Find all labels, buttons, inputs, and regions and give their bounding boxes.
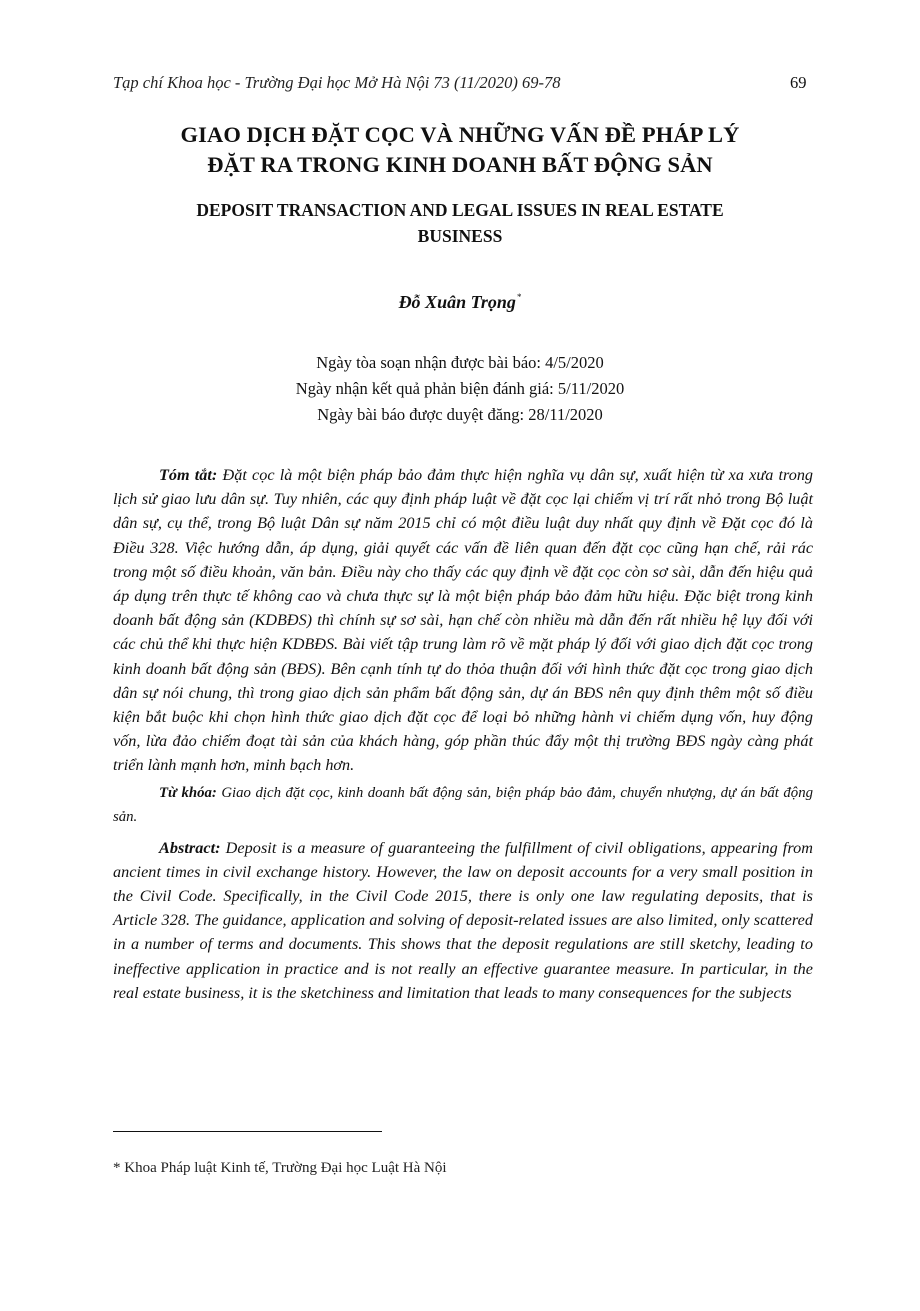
summary-label: Tóm tắt: <box>159 466 218 484</box>
title-vietnamese-line-2: ĐẶT RA TRONG KINH DOANH BẤT ĐỘNG SẢN <box>207 152 713 177</box>
title-vietnamese <box>100 120 820 180</box>
date-accepted: Ngày bài báo được duyệt đăng: 28/11/2020 <box>317 405 603 424</box>
title-vietnamese-line-1: GIAO DỊCH ĐẶT CỌC VÀ NHỮNG VẤN ĐỀ PHÁP LÝ <box>180 122 740 147</box>
author-name: Đỗ Xuân Trọng <box>398 292 516 312</box>
title-english-line-2: BUSINESS <box>417 226 503 246</box>
keywords-label: Từ khóa: <box>159 784 217 801</box>
footnote-affiliation: * Khoa Pháp luật Kinh tế, Trường Đại học Luật Hà Nội <box>113 1160 447 1176</box>
running-header: Tạp chí Khoa học - Trường Đại học Mở Hà Nội 73 (11/2020) 69-78 <box>113 73 561 92</box>
abstract-section <box>113 463 813 1005</box>
title-english-line-1: DEPOSIT TRANSACTION AND LEGAL ISSUES IN REAL ESTATE <box>196 200 724 220</box>
abstract-english <box>113 836 813 1005</box>
author <box>100 292 820 313</box>
date-received: Ngày tòa soạn nhận được bài báo: 4/5/2020 <box>316 353 604 372</box>
author-footnote-marker: * <box>516 292 522 302</box>
summary-text: Đặt cọc là một biện pháp bảo đảm thực hiện nghĩa vụ dân sự, xuất hiện từ xa xưa trong lịch sử giao lưu dân sự. Tuy nhiên, các quy định pháp luật về đặt cọc lại chiếm vị trí rất nhỏ trong Bộ luật dân sự, cụ thể, trong Bộ luật Dân sự năm 2015 chỉ có một điều luật duy nhất quy định về Đặt cọc đó là Điều 328. Việc hướng dẫn, áp dụng, giải quyết các vấn đề liên quan đến đặt cọc cũng hạn chế, rải rác trong một số điều khoản, văn bản. Điều này cho thấy các quy định về đặt cọc còn sơ sài, dẫn đến hiệu quả áp dụng trên thực tế không cao và chưa thực sự là một biện pháp bảo đảm hữu hiệu. Đặc biệt trong kinh doanh bất động sản (KDBĐS) thì chính sự sơ sài, hạn chế còn nhiều mà dẫn đến rất nhiều hệ lụy đối với các chủ thể khi thực hiện KDBĐS. Bài viết tập trung làm rõ về mặt pháp lý đối với giao dịch đặt cọc trong kinh doanh bất động sản (BĐS). Bên cạnh tính tự do thỏa thuận đối với hình thức đặt cọc trong giao dịch dân sự nói chung, thì trong giao dịch sản phẩm bất động sản, dự án BĐS nên quy định thêm một số điều kiện bắt buộc khi chọn hình thức giao dịch đặt cọc để loại bỏ những hành vi chiếm dụng vốn, huy động vốn, lừa đảo chiếm đoạt tài sản của khách hàng, góp phần thúc đẩy một thị trường BĐS ngày càng phát triển lành mạnh hơn, minh bạch hơn. <box>113 466 814 775</box>
abstract-label: Abstract: <box>159 838 221 857</box>
keywords-vietnamese <box>113 781 813 829</box>
summary-vietnamese <box>113 463 813 778</box>
keywords-text: Giao dịch đặt cọc, kinh doanh bất động sản, biện pháp bảo đảm, chuyển nhượng, dự án bất động sản. <box>113 784 813 825</box>
submission-dates <box>100 350 820 428</box>
abstract-text: Deposit is a measure of guaranteeing the fulfillment of civil obligations, appearing from ancient times in civil exchange history. However, the law on deposit accounts for a very small position in the Civil Code. Specifically, in the Civil Code 2015, there is only one law regulating deposits, that is Article 328. The guidance, application and solving of deposit-related issues are also limited, only scattered in a number of terms and documents. This shows that the deposit regulations are still sketchy, leading to ineffective application in practice and is not really an effective guarantee measure. In particular, in the real estate business, it is the sketchiness and limitation that leads to many consequences for the subjects <box>113 838 813 1002</box>
footnote-divider <box>113 1131 382 1132</box>
date-reviewed: Ngày nhận kết quả phản biện đánh giá: 5/11/2020 <box>295 379 625 398</box>
page-number: 69 <box>790 73 807 92</box>
title-english <box>100 197 820 249</box>
